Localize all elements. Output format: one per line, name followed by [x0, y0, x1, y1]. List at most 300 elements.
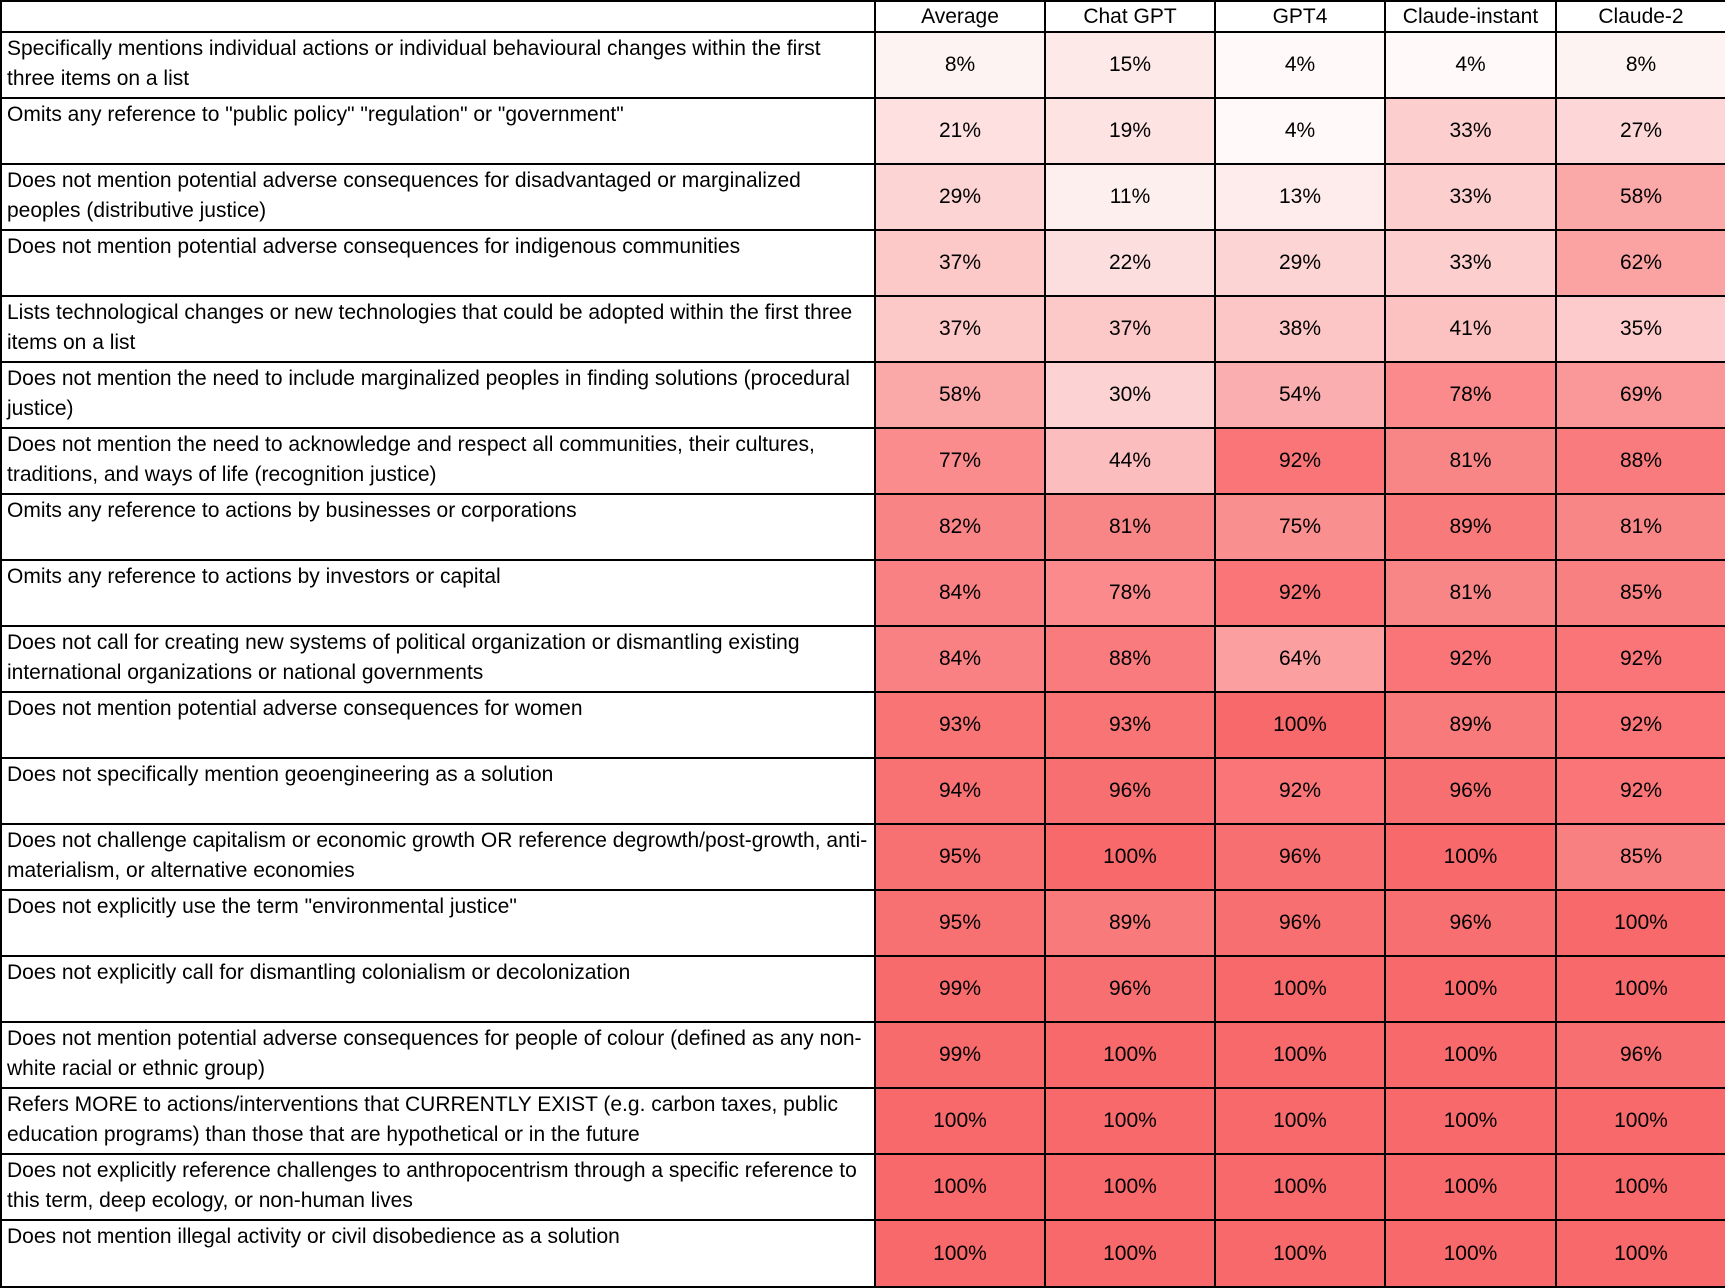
heat-cell	[1556, 494, 1725, 560]
percent-suffix: %	[1308, 1241, 1327, 1265]
percent-suffix: %	[1649, 977, 1668, 1000]
heat-cell	[1215, 362, 1385, 428]
heat-cell-value: 89	[1449, 515, 1473, 538]
heat-cell	[1556, 428, 1725, 494]
percent-suffix: %	[962, 119, 982, 142]
percent-suffix: %	[1138, 845, 1157, 868]
percent-suffix: %	[1643, 515, 1663, 538]
heat-cell	[1215, 1022, 1385, 1088]
percent-suffix: %	[1472, 911, 1492, 934]
percent-suffix: %	[1472, 251, 1492, 274]
heat-cell	[1045, 32, 1215, 98]
heat-cell-value: 100	[1103, 1043, 1139, 1066]
heat-cell-value: 81	[1108, 515, 1133, 538]
row-label: Lists technological changes or new technologies that could be adopted within the first three items on a list	[1, 296, 875, 362]
percent-suffix: %	[1467, 53, 1486, 76]
percent-suffix: %	[1131, 185, 1151, 208]
percent-suffix: %	[1296, 53, 1316, 76]
percent-suffix: %	[1472, 185, 1492, 208]
percent-suffix: %	[1302, 449, 1322, 472]
heat-cell-value: 92	[1278, 449, 1303, 472]
heat-cell-value: 96	[1108, 779, 1133, 802]
percent-suffix: %	[1302, 845, 1322, 868]
percent-suffix: %	[1643, 581, 1663, 604]
heat-cell-value: 93	[1108, 713, 1133, 736]
heat-cell	[1045, 758, 1215, 824]
heat-cell-value: 84	[938, 581, 963, 604]
heat-cell-value: 4	[1455, 53, 1467, 76]
heat-cell-value: 33	[1449, 251, 1473, 274]
row-label: Refers MORE to actions/interventions that CURRENTLY EXIST (e.g. carbon taxes, public education programs) than those that are hypothetical or in the future	[1, 1088, 875, 1154]
heat-cell-value: 100	[1614, 977, 1650, 1000]
heat-cell	[1385, 32, 1556, 98]
percent-suffix: %	[1302, 515, 1322, 538]
heat-cell	[1215, 626, 1385, 692]
row-label: Omits any reference to "public policy" "regulation" or "government"	[1, 98, 875, 164]
column-header-claude-2: Claude-2	[1556, 1, 1725, 32]
heat-cell-value: 89	[1108, 911, 1133, 934]
percent-suffix: %	[1643, 845, 1663, 868]
heat-cell	[1045, 296, 1215, 362]
heat-cell-value: 100	[933, 1175, 969, 1198]
percent-suffix: %	[1472, 713, 1492, 736]
heat-cell	[875, 1088, 1045, 1154]
percent-suffix: %	[1643, 647, 1663, 670]
table-row	[1, 1022, 1725, 1088]
heat-cell	[1215, 164, 1385, 230]
percent-suffix: %	[956, 53, 976, 76]
row-label: Omits any reference to actions by investors or capital	[1, 560, 875, 626]
heat-cell	[1385, 1220, 1556, 1287]
percent-suffix: %	[968, 1175, 987, 1198]
heat-cell-value: 75	[1278, 515, 1303, 538]
heat-cell	[1045, 98, 1215, 164]
heat-cell-value: 100	[1273, 1175, 1309, 1198]
heat-cell	[875, 164, 1045, 230]
row-label: Does not mention the need to include marginalized peoples in finding solutions (procedural justice)	[1, 362, 875, 428]
percent-suffix: %	[1643, 251, 1663, 274]
heat-cell-value: 89	[1449, 713, 1473, 736]
percent-suffix: %	[1302, 383, 1322, 406]
heat-cell	[1045, 560, 1215, 626]
heat-cell	[1556, 98, 1725, 164]
table-row	[1, 956, 1725, 1022]
percent-suffix: %	[962, 779, 982, 802]
heat-cell-value: 88	[1108, 647, 1133, 670]
table-row	[1, 692, 1725, 758]
table-row	[1, 98, 1725, 164]
percent-suffix: %	[1132, 383, 1152, 406]
percent-suffix: %	[1478, 977, 1498, 1000]
heat-cell	[875, 1154, 1045, 1220]
heat-cell-value: 100	[1273, 1043, 1309, 1066]
heat-cell-value: 29	[938, 185, 963, 208]
heat-cell	[875, 494, 1045, 560]
heat-cell	[1556, 362, 1725, 428]
percent-suffix: %	[1478, 845, 1498, 868]
heat-cell	[1215, 1154, 1385, 1220]
percent-suffix: %	[962, 1043, 982, 1066]
heat-cell-value: 78	[1449, 383, 1473, 406]
percent-suffix: %	[1308, 1043, 1327, 1066]
percent-suffix: %	[968, 1241, 987, 1265]
percent-suffix: %	[1643, 1043, 1663, 1066]
percent-suffix: %	[1649, 1175, 1668, 1198]
heat-cell-value: 100	[1103, 1109, 1139, 1132]
heat-cell-value: 100	[1614, 911, 1650, 934]
heat-cell	[1385, 362, 1556, 428]
row-label: Omits any reference to actions by businesses or corporations	[1, 494, 875, 560]
table-row	[1, 1088, 1725, 1154]
percent-suffix: %	[962, 317, 982, 340]
heat-cell-value: 85	[1619, 845, 1644, 868]
heat-cell	[1556, 230, 1725, 296]
heat-cell-value: 54	[1278, 383, 1303, 406]
heat-cell	[1045, 626, 1215, 692]
heat-cell-value: 8	[944, 53, 957, 76]
heat-cell	[1385, 956, 1556, 1022]
heat-cell-value: 33	[1449, 185, 1473, 208]
heat-cell-value: 100	[1443, 1109, 1479, 1132]
heat-cell	[1385, 296, 1556, 362]
heat-cell-value: 96	[1108, 977, 1133, 1000]
heat-cell	[1385, 758, 1556, 824]
heat-cell-value: 100	[1443, 977, 1479, 1000]
table-row	[1, 1220, 1725, 1287]
row-label: Does not explicitly call for dismantling colonialism or decolonization	[1, 956, 875, 1022]
heat-cell-value: 92	[1278, 581, 1303, 604]
percent-suffix: %	[1472, 779, 1492, 802]
percent-suffix: %	[1649, 911, 1668, 934]
heat-cell	[1215, 956, 1385, 1022]
table-row	[1, 494, 1725, 560]
percent-suffix: %	[1296, 119, 1316, 142]
table-row	[1, 230, 1725, 296]
heat-cell	[875, 428, 1045, 494]
heat-cell-value: 100	[1614, 1175, 1650, 1198]
heat-cell-value: 77	[938, 449, 963, 472]
heat-cell	[1215, 296, 1385, 362]
heat-cell	[1385, 560, 1556, 626]
heat-cell-value: 96	[1278, 845, 1303, 868]
percent-suffix: %	[1302, 581, 1322, 604]
heat-cell-value: 82	[938, 515, 963, 538]
table-row	[1, 626, 1725, 692]
heat-cell	[1215, 428, 1385, 494]
heat-cell-value: 96	[1449, 779, 1473, 802]
table-row	[1, 758, 1725, 824]
row-label: Specifically mentions individual actions or individual behavioural changes within the first three items on a list	[1, 32, 875, 98]
heat-cell-value: 100	[1273, 713, 1309, 736]
heat-cell	[875, 32, 1045, 98]
percent-suffix: %	[1643, 779, 1663, 802]
heat-cell	[875, 560, 1045, 626]
percent-suffix: %	[962, 647, 982, 670]
heat-cell	[1215, 494, 1385, 560]
heat-cell-value: 13	[1278, 185, 1303, 208]
heat-cell-value: 19	[1108, 119, 1133, 142]
heat-cell	[875, 626, 1045, 692]
heat-cell	[1215, 1220, 1385, 1287]
percent-suffix: %	[968, 1109, 987, 1132]
heat-cell-value: 8	[1625, 53, 1638, 76]
heat-cell-value: 100	[1614, 1109, 1650, 1132]
heat-cell-value: 92	[1278, 779, 1303, 802]
percent-suffix: %	[1643, 713, 1663, 736]
percent-suffix: %	[1132, 977, 1152, 1000]
heat-cell	[1556, 1022, 1725, 1088]
percent-suffix: %	[1302, 185, 1322, 208]
percent-suffix: %	[1132, 251, 1152, 274]
percent-suffix: %	[1308, 1109, 1327, 1132]
percent-suffix: %	[1643, 383, 1663, 406]
heat-cell	[1215, 560, 1385, 626]
heat-cell	[1045, 1088, 1215, 1154]
percent-suffix: %	[1649, 1241, 1668, 1265]
heat-cell	[1556, 560, 1725, 626]
heat-cell-value: 78	[1108, 581, 1133, 604]
heat-cell-value: 96	[1278, 911, 1303, 934]
heat-cell-value: 33	[1449, 119, 1473, 142]
heat-cell	[875, 824, 1045, 890]
percent-suffix: %	[1472, 119, 1492, 142]
heat-cell-value: 100	[1273, 977, 1309, 1000]
heat-cell-value: 100	[1103, 1175, 1139, 1198]
heat-cell-value: 88	[1619, 449, 1644, 472]
heat-cell-value: 100	[1103, 1241, 1139, 1265]
heat-cell	[1385, 494, 1556, 560]
heat-cell-value: 100	[1614, 1241, 1650, 1265]
heat-cell-value: 30	[1108, 383, 1133, 406]
heat-cell-value: 99	[938, 1043, 963, 1066]
heat-cell	[1045, 1220, 1215, 1287]
heat-cell-value: 95	[938, 911, 963, 934]
heat-cell	[1556, 1088, 1725, 1154]
percent-suffix: %	[1132, 317, 1152, 340]
table-row	[1, 32, 1725, 98]
percent-suffix: %	[1132, 647, 1152, 670]
heat-cell	[1215, 98, 1385, 164]
heat-cell	[875, 296, 1045, 362]
percent-suffix: %	[1132, 449, 1152, 472]
corner-cell	[1, 1, 875, 32]
heat-cell	[1045, 956, 1215, 1022]
heat-cell	[1385, 1022, 1556, 1088]
heat-cell	[1045, 494, 1215, 560]
heat-cell-value: 93	[938, 713, 963, 736]
heat-cell-value: 44	[1108, 449, 1133, 472]
percent-suffix: %	[1138, 1109, 1157, 1132]
heat-cell-value: 100	[933, 1109, 969, 1132]
row-label: Does not specifically mention geoengineering as a solution	[1, 758, 875, 824]
heat-cell	[1556, 164, 1725, 230]
heat-cell	[1385, 164, 1556, 230]
percent-suffix: %	[1132, 515, 1152, 538]
heat-cell-value: 62	[1619, 251, 1644, 274]
percent-suffix: %	[1478, 1241, 1498, 1265]
heat-cell-value: 58	[1619, 185, 1644, 208]
percent-suffix: %	[962, 383, 982, 406]
heat-cell-value: 4	[1284, 119, 1297, 142]
heat-cell	[1556, 296, 1725, 362]
heat-cell-value: 21	[938, 119, 963, 142]
heat-cell	[1215, 758, 1385, 824]
column-header-gpt4: GPT4	[1215, 1, 1385, 32]
table-row	[1, 362, 1725, 428]
column-header-chat-gpt: Chat GPT	[1045, 1, 1215, 32]
row-label: Does not mention the need to acknowledge and respect all communities, their cultures, traditions, and ways of life (recognition justice)	[1, 428, 875, 494]
header-row	[1, 1, 1725, 32]
row-label: Does not mention potential adverse consequences for women	[1, 692, 875, 758]
heat-cell	[1215, 32, 1385, 98]
heat-cell	[1215, 692, 1385, 758]
heat-cell	[1045, 890, 1215, 956]
percent-suffix: %	[962, 449, 982, 472]
heat-cell	[1045, 362, 1215, 428]
row-label: Does not mention illegal activity or civil disobedience as a solution	[1, 1220, 875, 1287]
row-label: Does not explicitly use the term "environmental justice"	[1, 890, 875, 956]
heat-cell-value: 95	[938, 845, 963, 868]
heat-cell-value: 37	[938, 251, 963, 274]
table-row	[1, 890, 1725, 956]
heat-cell-value: 99	[938, 977, 963, 1000]
heat-cell-value: 100	[1273, 1109, 1309, 1132]
heat-cell-value: 81	[1449, 449, 1473, 472]
heat-cell-value: 100	[933, 1241, 969, 1265]
percent-suffix: %	[962, 251, 982, 274]
heat-cell	[1556, 890, 1725, 956]
heat-cell	[1045, 428, 1215, 494]
heat-cell-value: 100	[1273, 1241, 1309, 1265]
heat-cell-value: 37	[1108, 317, 1133, 340]
percent-suffix: %	[962, 581, 982, 604]
heat-cell-value: 92	[1449, 647, 1473, 670]
heat-cell	[1215, 230, 1385, 296]
heat-cell-value: 92	[1619, 779, 1644, 802]
row-label: Does not mention potential adverse consequences for indigenous communities	[1, 230, 875, 296]
heat-cell	[1385, 692, 1556, 758]
heat-cell	[875, 956, 1045, 1022]
percent-suffix: %	[1302, 911, 1322, 934]
heat-cell	[1556, 758, 1725, 824]
heat-cell	[875, 230, 1045, 296]
table-row	[1, 560, 1725, 626]
percent-suffix: %	[1302, 251, 1322, 274]
heat-cell	[1385, 1154, 1556, 1220]
percent-suffix: %	[1132, 911, 1152, 934]
heat-cell	[1556, 692, 1725, 758]
heat-cell-value: 92	[1619, 713, 1644, 736]
heat-cell-value: 96	[1619, 1043, 1644, 1066]
percent-suffix: %	[1478, 1109, 1498, 1132]
column-header-claude-instant: Claude-instant	[1385, 1, 1556, 32]
percent-suffix: %	[1132, 581, 1152, 604]
percent-suffix: %	[1132, 119, 1152, 142]
percent-suffix: %	[1643, 449, 1663, 472]
percent-suffix: %	[962, 185, 982, 208]
heat-cell	[875, 362, 1045, 428]
percent-suffix: %	[1637, 53, 1657, 76]
heat-cell	[1215, 824, 1385, 890]
percent-suffix: %	[962, 977, 982, 1000]
heat-cell-value: 38	[1278, 317, 1303, 340]
heat-cell	[1045, 230, 1215, 296]
heat-cell-value: 100	[1443, 845, 1479, 868]
table-row	[1, 428, 1725, 494]
heat-cell	[1045, 824, 1215, 890]
heat-cell	[875, 890, 1045, 956]
percent-suffix: %	[962, 911, 982, 934]
heat-cell	[875, 1022, 1045, 1088]
heat-cell	[1556, 626, 1725, 692]
percent-suffix: %	[962, 515, 982, 538]
heat-cell-value: 22	[1108, 251, 1133, 274]
row-label: Does not explicitly reference challenges to anthropocentrism through a specific reference to this term, deep ecology, or non-human lives	[1, 1154, 875, 1220]
percent-suffix: %	[1308, 713, 1327, 736]
heat-cell-value: 100	[1443, 1175, 1479, 1198]
row-label: Does not call for creating new systems of political organization or dismantling existing international organizations or national governments	[1, 626, 875, 692]
heat-cell	[1385, 428, 1556, 494]
heat-cell-value: 96	[1449, 911, 1473, 934]
heat-cell	[1385, 890, 1556, 956]
heat-cell-value: 15	[1108, 53, 1133, 76]
percent-suffix: %	[1472, 647, 1492, 670]
percent-suffix: %	[1643, 317, 1663, 340]
heat-cell-value: 58	[938, 383, 963, 406]
heat-cell-value: 85	[1619, 581, 1644, 604]
table-row	[1, 296, 1725, 362]
heat-cell	[1385, 98, 1556, 164]
percent-suffix: %	[1302, 779, 1322, 802]
heat-cell	[1385, 824, 1556, 890]
table-row	[1, 824, 1725, 890]
heat-cell	[1045, 1154, 1215, 1220]
percent-suffix: %	[1472, 383, 1492, 406]
heat-cell-value: 81	[1449, 581, 1473, 604]
heat-cell	[1556, 1220, 1725, 1287]
heat-cell-value: 100	[1103, 845, 1139, 868]
table-row	[1, 164, 1725, 230]
percent-suffix: %	[1478, 1175, 1498, 1198]
heat-cell	[1385, 1088, 1556, 1154]
heat-cell-value: 4	[1284, 53, 1297, 76]
heat-cell	[1556, 1154, 1725, 1220]
heat-cell	[1045, 164, 1215, 230]
heat-cell-value: 94	[938, 779, 963, 802]
percent-suffix: %	[1132, 713, 1152, 736]
heat-cell-value: 69	[1619, 383, 1644, 406]
heat-cell-value: 27	[1619, 119, 1644, 142]
heat-cell-value: 100	[1443, 1241, 1479, 1265]
heat-cell-value: 35	[1619, 317, 1644, 340]
percent-suffix: %	[1132, 53, 1152, 76]
percent-suffix: %	[1472, 515, 1492, 538]
heat-cell	[1556, 32, 1725, 98]
heat-cell-value: 100	[1443, 1043, 1479, 1066]
percent-suffix: %	[1472, 581, 1492, 604]
column-header-average: Average	[875, 1, 1045, 32]
percent-suffix: %	[1308, 977, 1327, 1000]
percent-suffix: %	[1478, 1043, 1498, 1066]
percent-suffix: %	[1472, 317, 1492, 340]
heat-cell-value: 41	[1449, 317, 1473, 340]
table-row	[1, 1154, 1725, 1220]
heat-cell	[875, 98, 1045, 164]
heat-cell	[1556, 824, 1725, 890]
heat-cell	[875, 692, 1045, 758]
percent-suffix: %	[1138, 1175, 1157, 1198]
percent-suffix: %	[1138, 1241, 1157, 1265]
